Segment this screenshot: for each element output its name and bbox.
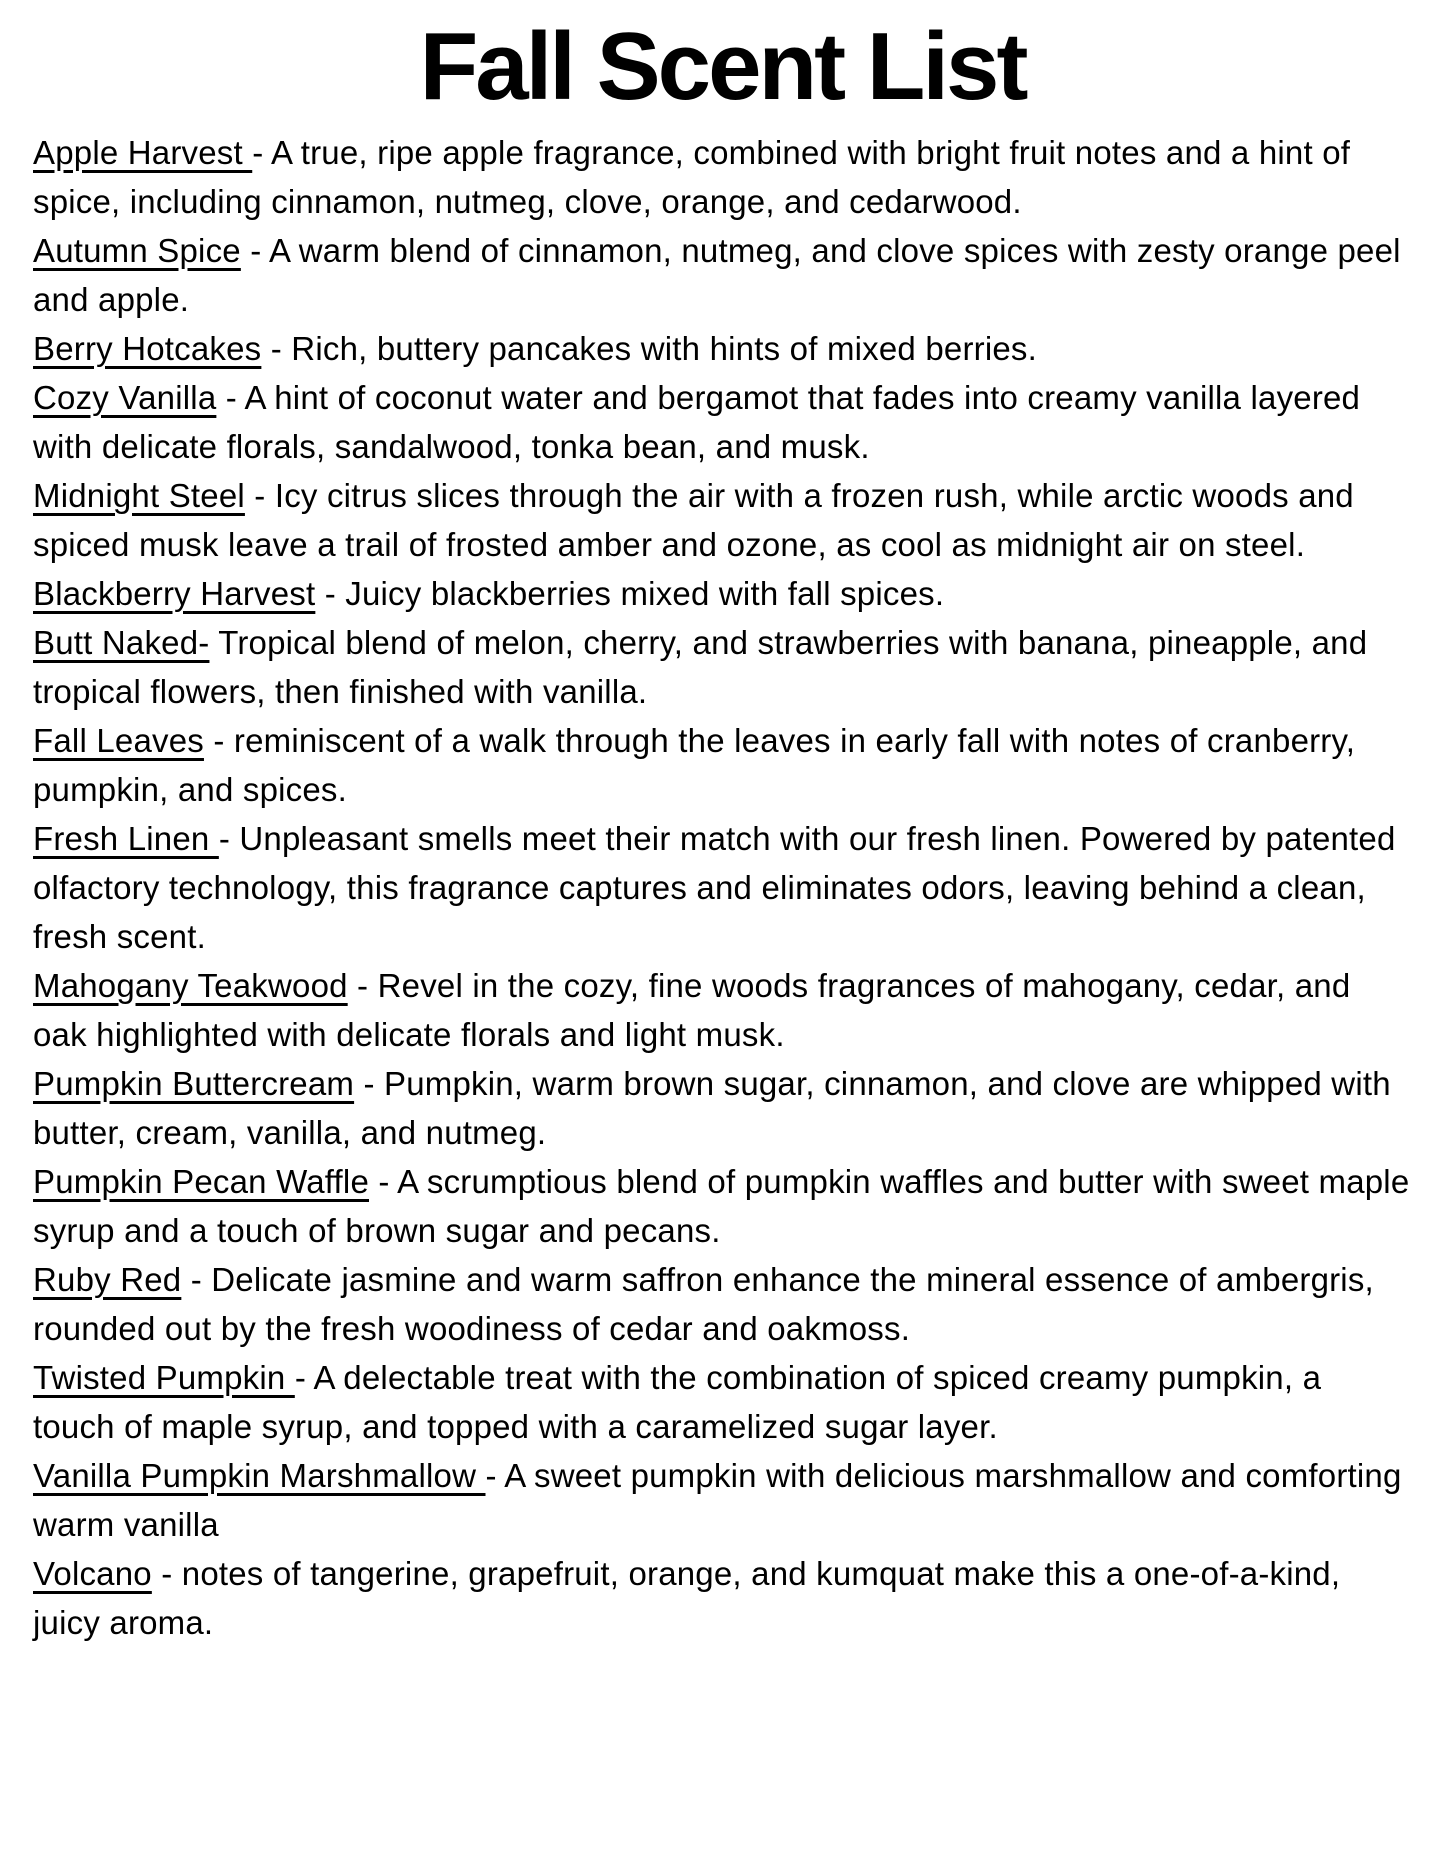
- scent-name: Berry Hotcakes: [33, 329, 262, 367]
- scent-entry: [33, 716, 1412, 814]
- scent-entry: [33, 814, 1412, 961]
- scent-description: - reminiscent of a walk through the leaves in early fall with notes of cranberry, pumpkin, and spices.: [33, 721, 1356, 808]
- scent-description: - Juicy blackberries mixed with fall spices.: [315, 574, 945, 612]
- scent-name: Blackberry Harvest: [33, 574, 316, 612]
- scent-description: - Revel in the cozy, fine woods fragrances of mahogany, cedar, and oak highlighted with delicate florals and light musk.: [33, 966, 1351, 1053]
- scent-entry: [33, 569, 1412, 618]
- scent-description: - Delicate jasmine and warm saffron enhance the mineral essence of ambergris, rounded out by the fresh woodiness of cedar and oakmoss.: [33, 1260, 1374, 1347]
- scent-description: - A scrumptious blend of pumpkin waffles and butter with sweet maple syrup and a touch of brown sugar and pecans.: [33, 1162, 1410, 1249]
- scent-name: Twisted Pumpkin: [33, 1358, 295, 1396]
- scent-entry: [33, 1353, 1412, 1451]
- scent-description: - Pumpkin, warm brown sugar, cinnamon, and clove are whipped with butter, cream, vanilla, and nutmeg.: [33, 1064, 1391, 1151]
- scent-entry: [33, 324, 1412, 373]
- scent-name: Ruby Red: [33, 1260, 182, 1298]
- scent-name: Volcano: [33, 1554, 152, 1592]
- scent-name: Midnight Steel: [33, 476, 245, 514]
- scent-list: [33, 128, 1412, 1647]
- scent-entry: [33, 1157, 1412, 1255]
- scent-name: Vanilla Pumpkin Marshmallow: [33, 1456, 486, 1494]
- scent-description: - A true, ripe apple fragrance, combined with bright fruit notes and a hint of spice, including cinnamon, nutmeg, clove, orange, and cedarwood.: [33, 133, 1351, 220]
- scent-entry: [33, 1451, 1412, 1549]
- scent-description: - notes of tangerine, grapefruit, orange, and kumquat make this a one-of-a-kind, juicy aroma.: [33, 1554, 1341, 1641]
- scent-entry: [33, 471, 1412, 569]
- scent-description: - A warm blend of cinnamon, nutmeg, and clove spices with zesty orange peel and apple.: [33, 231, 1401, 318]
- scent-entry: [33, 1255, 1412, 1353]
- scent-name: Cozy Vanilla: [33, 378, 217, 416]
- scent-entry: [33, 1549, 1412, 1647]
- scent-name: Fall Leaves: [33, 721, 204, 759]
- scent-name: Apple Harvest: [33, 133, 253, 171]
- scent-entry: [33, 226, 1412, 324]
- scent-entry: [33, 618, 1412, 716]
- scent-name: Pumpkin Buttercream: [33, 1064, 355, 1102]
- scent-description: - Rich, buttery pancakes with hints of mixed berries.: [261, 329, 1037, 367]
- scent-description: - A hint of coconut water and bergamot that fades into creamy vanilla layered with delicate florals, sandalwood, tonka bean, and musk.: [33, 378, 1361, 465]
- scent-description: - Unpleasant smells meet their match with our fresh linen. Powered by patented olfactory technology, this fragrance captures and eliminates odors, leaving behind a clean, fresh scent.: [33, 819, 1396, 955]
- scent-name: Pumpkin Pecan Waffle: [33, 1162, 369, 1200]
- scent-name: Fresh Linen: [33, 819, 219, 857]
- scent-description: Tropical blend of melon, cherry, and strawberries with banana, pineapple, and tropical flowers, then finished with vanilla.: [33, 623, 1368, 710]
- scent-name: Mahogany Teakwood: [33, 966, 348, 1004]
- scent-entry: [33, 961, 1412, 1059]
- scent-name: Butt Naked-: [33, 623, 210, 661]
- scent-name: Autumn Spice: [33, 231, 241, 269]
- scent-entry: [33, 1059, 1412, 1157]
- scent-entry: [33, 373, 1412, 471]
- scent-description: - A delectable treat with the combination of spiced creamy pumpkin, a touch of maple syrup, and topped with a caramelized sugar layer.: [33, 1358, 1322, 1445]
- scent-entry: [33, 128, 1412, 226]
- scent-description: - Icy citrus slices through the air with a frozen rush, while arctic woods and spiced musk leave a trail of frosted amber and ozone, as cool as midnight air on steel.: [33, 476, 1354, 563]
- scent-description: - A sweet pumpkin with delicious marshmallow and comforting warm vanilla: [33, 1456, 1402, 1543]
- page-title: Fall Scent List: [419, 13, 1026, 120]
